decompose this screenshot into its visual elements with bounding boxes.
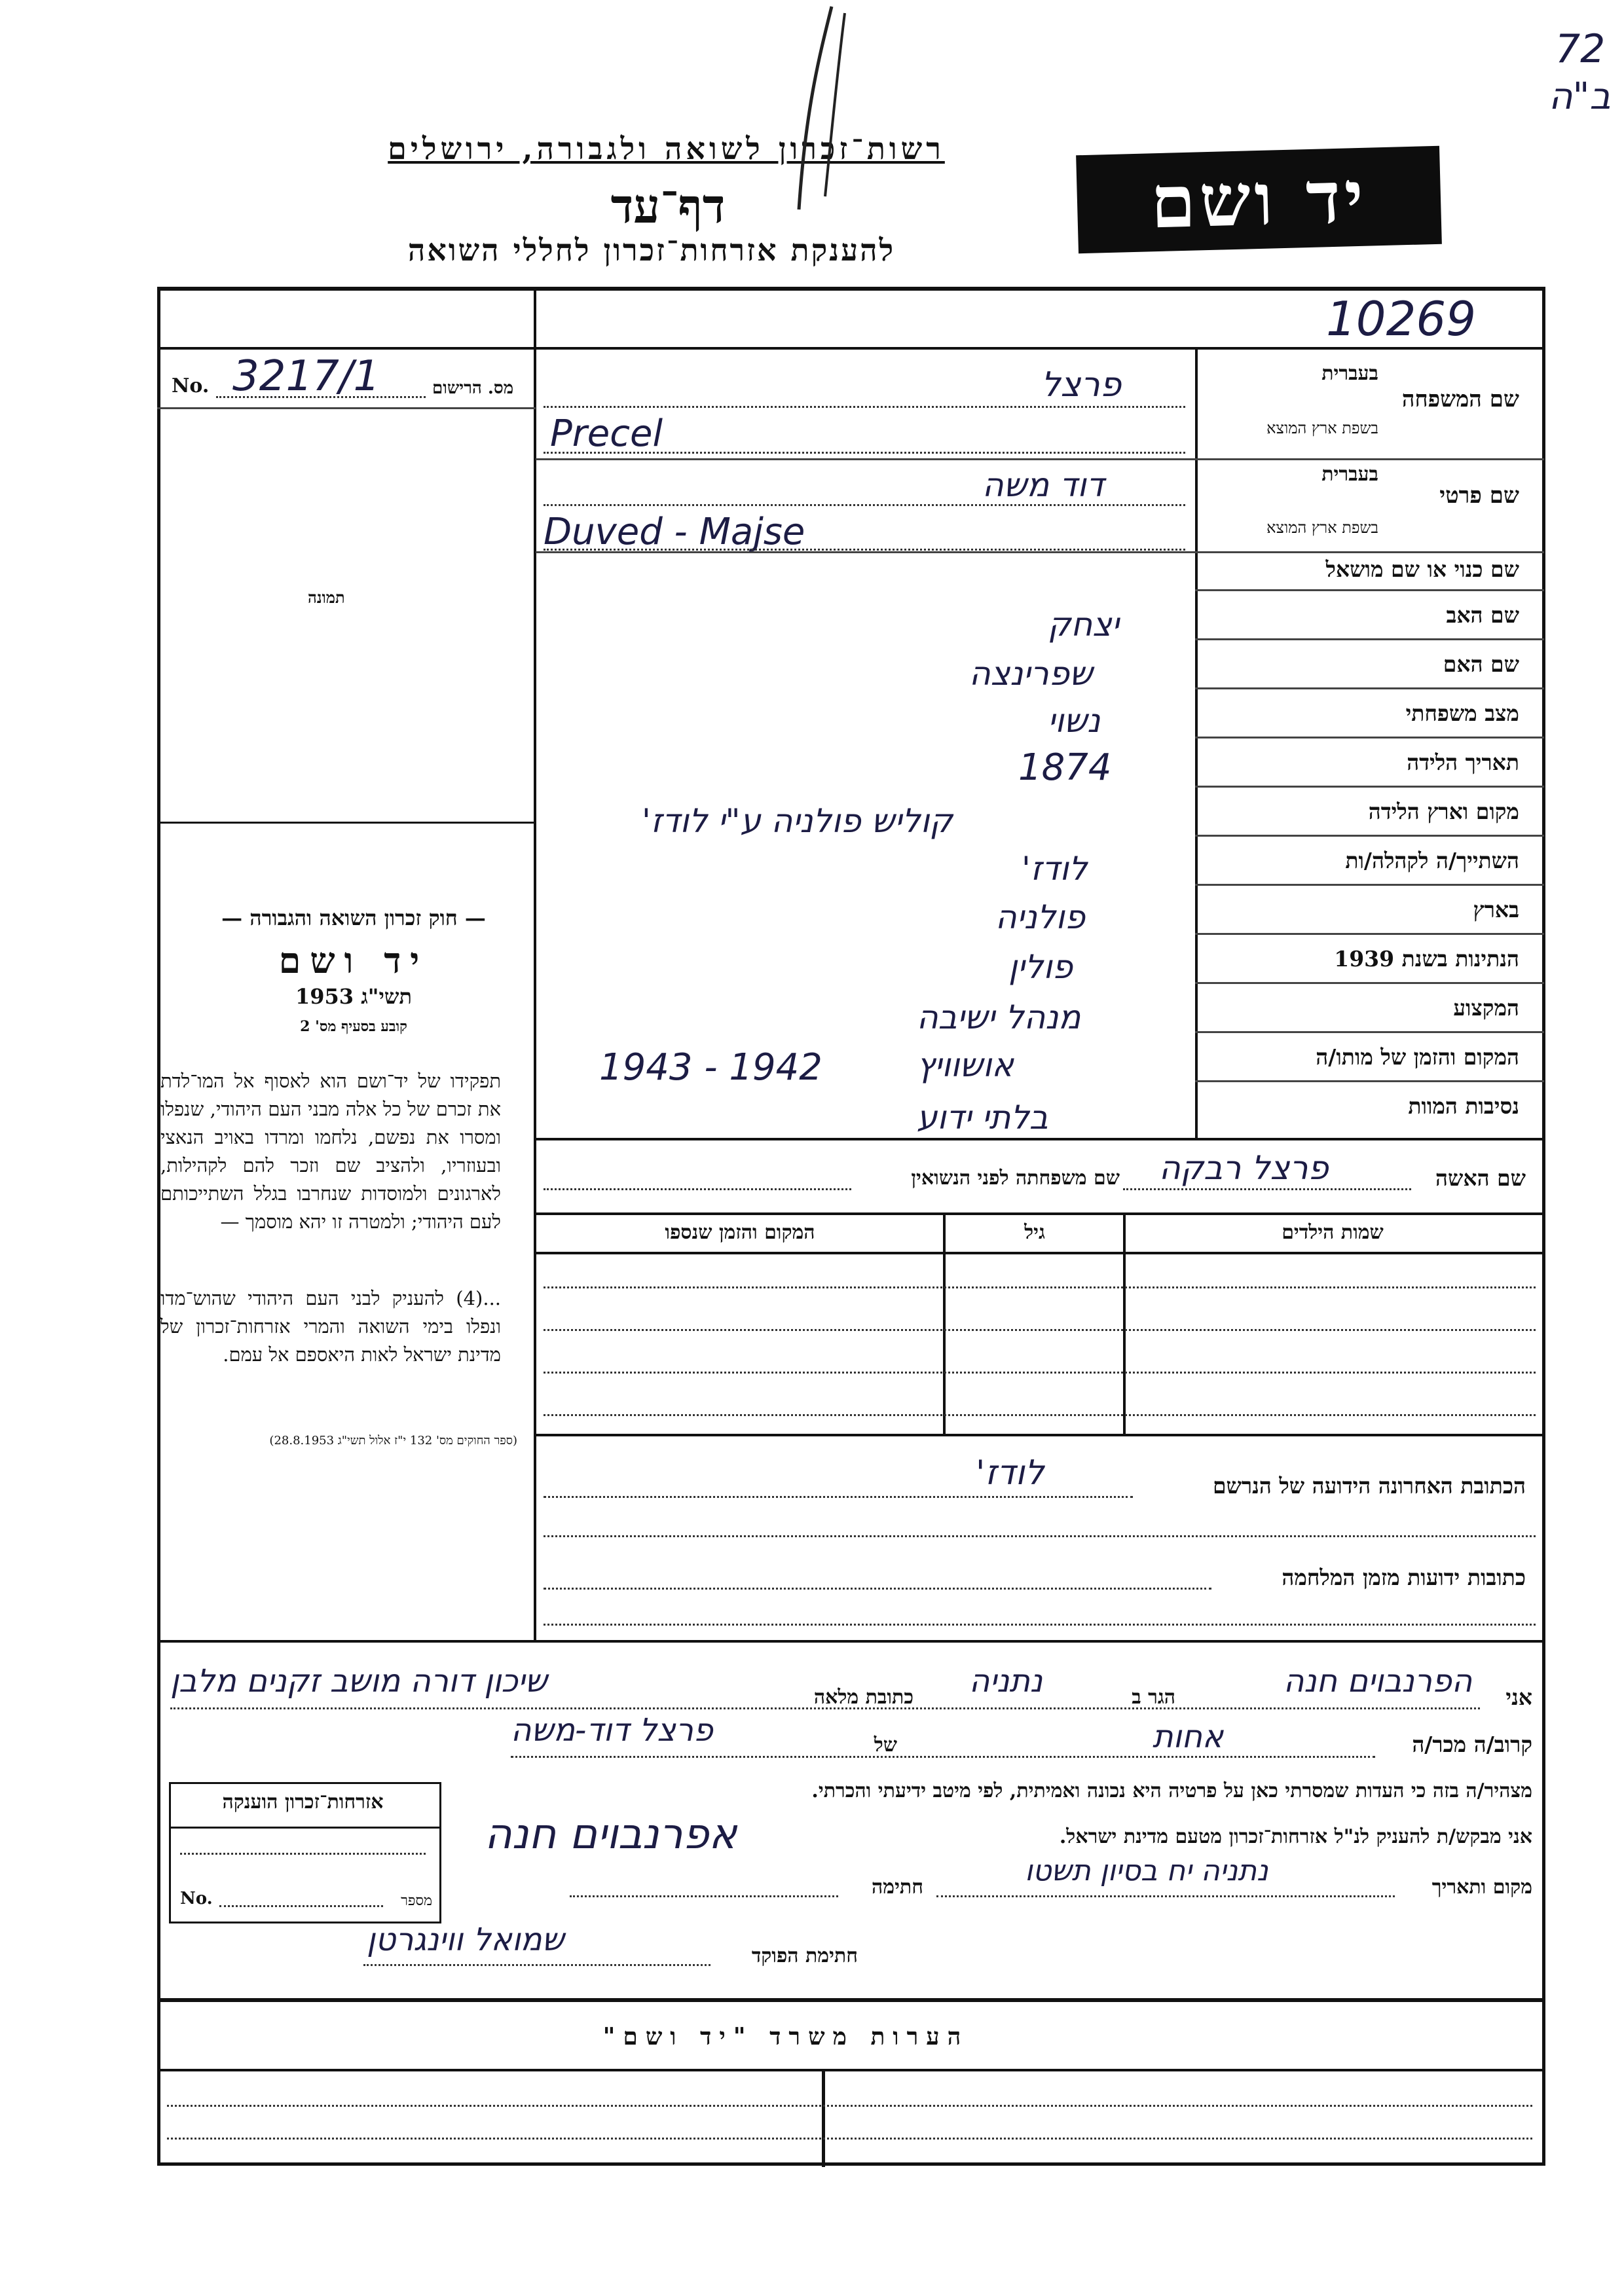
- place-date-value: נתניה יח בסיון תשטו: [1025, 1854, 1268, 1887]
- law-paragraph-2: ...(4) להעניק לבני העם היהודי שהוש־מדו ונפלו בימי השואה והמרי אזרחות־זכרון של מדינת ישראל לאות היאספם אל עמם.: [160, 1287, 501, 1366]
- father-value: יצחק: [1048, 606, 1119, 644]
- office-top-line: [157, 1998, 1545, 2002]
- reg-no-label: No.: [172, 374, 210, 397]
- authority-title: רשות־זכרון לשואה ולגבורה, ירושלים: [388, 131, 945, 166]
- last-address-value: לודז': [976, 1453, 1044, 1493]
- last-address-label: הכתובת האחרונה הידועה של הנרשם: [1212, 1473, 1526, 1499]
- birth-place-label: מקום וארץ הלידה: [1368, 799, 1519, 824]
- reg-label: מס. הרישום: [432, 378, 514, 398]
- declarant-name: הפרנבוים חנה: [1283, 1663, 1473, 1700]
- wife-dots: [1123, 1188, 1411, 1190]
- row-line-family: [536, 458, 1544, 460]
- in-hebrew-label-1: בעברית: [1321, 362, 1378, 385]
- first-name-hebrew: דוד משה: [982, 466, 1105, 504]
- row-line-mother: [1195, 687, 1544, 689]
- law-paragraph-1: תפקידו של יד־ושם הוא לאסוף אל המו־לדת את זכרם של כל אלה מבני העם היהודי, שנפלו ומסרו את נפשם, נלחמו ומרדו באויב הנאצי ובעוזריו, ולהציב שם וזכר להם לקהילות, לארגונים ולמוסדות שנחרבו בגלל השתייכותם לעם היהודי; ולמטרה זו יהא מוסמך —: [160, 1070, 501, 1233]
- law-clause: קובע בסעיף מס' 2: [300, 1018, 407, 1035]
- signature-dots: [570, 1895, 838, 1897]
- address-extra-dots-2: [544, 1624, 1536, 1626]
- birth-date-value: 1874: [1018, 746, 1112, 789]
- cause-label: נסיבות המוות: [1408, 1093, 1519, 1119]
- officer-dots: [363, 1964, 710, 1966]
- father-label: שם האב: [1446, 602, 1519, 628]
- archive-number: 10269: [1326, 291, 1477, 346]
- family-origin-dots: [544, 452, 1185, 454]
- cause-value: בלתי ידוע: [917, 1099, 1048, 1137]
- death-place-value: אושוויץ: [917, 1046, 1014, 1084]
- family-name-hebrew: פרצל: [1041, 365, 1122, 405]
- yad-vashem-logo: יד ושם: [1076, 146, 1442, 253]
- wife-row-line: [536, 1212, 1544, 1215]
- children-header-line: [536, 1252, 1544, 1254]
- country-value: פולניה: [995, 898, 1086, 936]
- children-row-4: [544, 1414, 1536, 1416]
- form-title: דף־עד: [610, 178, 726, 234]
- children-col-1: [943, 1214, 946, 1434]
- living-in-label: הגר ב: [1132, 1686, 1175, 1709]
- citizenship-value: פולין: [1008, 948, 1073, 986]
- maiden-dots: [544, 1188, 851, 1190]
- row-line-father: [1195, 638, 1544, 640]
- relation-label: קרוב/ה מכר/ה: [1412, 1732, 1532, 1757]
- family-name-label: שם המשפחה: [1401, 386, 1519, 412]
- officer-signature: שמואל ווינגרטן: [367, 1922, 564, 1958]
- row-line-birthdate: [1195, 786, 1544, 788]
- relation-dots: [511, 1756, 1375, 1758]
- office-dots-2: [167, 2138, 1532, 2140]
- address-bottom-line: [157, 1640, 1545, 1643]
- row-line-birthplace: [1195, 835, 1544, 837]
- relation-value: אחות: [1153, 1719, 1224, 1755]
- wartime-address-dots: [544, 1588, 1211, 1590]
- label-column-divider: [1195, 347, 1198, 1139]
- frame-bottom: [157, 2162, 1545, 2166]
- row-line-occupation: [1195, 1031, 1544, 1033]
- children-row-3: [544, 1372, 1536, 1374]
- children-col-2: [1123, 1214, 1126, 1434]
- declarant-signature: אפרנבוים חנה: [485, 1810, 737, 1859]
- citizenship-box-no-label: No.: [180, 1889, 213, 1908]
- wartime-address-label: כתובות ידועות מזמן המלחמה: [1282, 1565, 1526, 1590]
- law-name: יד ושם: [278, 939, 429, 981]
- children-bottom-line: [536, 1434, 1544, 1436]
- row-line-citizenship: [1195, 982, 1544, 984]
- frame-top: [157, 287, 1545, 291]
- first-name-origin: Duved - Majse: [544, 511, 805, 553]
- death-years-value: 1943 - 1942: [599, 1046, 822, 1089]
- office-col-divider: [822, 2069, 825, 2167]
- children-row-1: [544, 1286, 1536, 1288]
- family-hebrew-dots: [544, 406, 1185, 408]
- citizenship-box-dots-2: [219, 1905, 383, 1907]
- wife-label: שם האשה: [1435, 1165, 1526, 1191]
- request-text: אני מבקש/ת להעניק לנ"ל אזרחות־זכרון מטעם מדינת ישראל.: [1059, 1825, 1532, 1848]
- address-extra-dots-1: [544, 1535, 1536, 1537]
- place-date-dots: [936, 1895, 1395, 1897]
- in-hebrew-label-2: בעברית: [1321, 463, 1378, 486]
- family-name-origin: Precel: [550, 412, 663, 455]
- declarant-i-label: אני: [1505, 1685, 1532, 1710]
- declarant-line-dots: [170, 1707, 1480, 1709]
- occupation-value: מנהל ישיבה: [917, 998, 1081, 1036]
- death-label: המקום והזמן של מותו/ה: [1316, 1044, 1519, 1070]
- left-panel-divider: [534, 287, 536, 1642]
- declarant-full-address: שיכון דורה מושב זקנים מלבן: [170, 1663, 547, 1700]
- law-citation: (ספר החוקים מס' 132 י"ז אלול תשי"ג 28.8.1953): [269, 1434, 517, 1448]
- office-dots-1: [167, 2105, 1532, 2107]
- citizenship-box-title: אזרחות־זכרון הוענקה: [222, 1791, 384, 1813]
- first-name-label: שם פרטי: [1439, 483, 1519, 509]
- wife-value: פרצל רבקה: [1159, 1149, 1329, 1187]
- row-line-death: [1195, 1080, 1544, 1082]
- first-origin-dots: [544, 549, 1185, 551]
- community-label: השתייך/ה לקהלה/ות: [1345, 848, 1519, 873]
- in-origin-label-2: בשפת ארץ המוצא: [1266, 519, 1378, 537]
- citizenship-box-divider: [169, 1827, 439, 1829]
- pen-scribble: [760, 0, 864, 223]
- corner-number: 72: [1555, 26, 1606, 72]
- of-label: של: [874, 1734, 897, 1757]
- declarant-city: נתניה: [969, 1663, 1043, 1700]
- last-address-dots: [544, 1496, 1133, 1498]
- row-line-community: [1195, 884, 1544, 886]
- frame-right: [1542, 287, 1545, 2166]
- photo-bottom-line: [157, 822, 536, 824]
- row-line-cause: [536, 1138, 1544, 1140]
- office-title-line: [157, 2069, 1545, 2071]
- row-line-country: [1195, 933, 1544, 935]
- birth-place-value: קוליש פולניה ע"י לודז': [642, 802, 953, 840]
- place-date-label: מקום ותאריך: [1431, 1876, 1532, 1899]
- mother-label: שם האם: [1443, 651, 1519, 677]
- of-whom-value: פרצל דוד-משה: [511, 1712, 713, 1749]
- reg-dots: [216, 396, 426, 398]
- citizenship-label: הנתינות בשנת 1939: [1334, 946, 1519, 972]
- declare-text: מצהיר/ה בזה כי העדות שמסרתי כאן על פרטיה היא נכונה ואמיתית, לפי מיטב ידיעתי והכרתי.: [811, 1779, 1532, 1802]
- photo-label: תמונה: [308, 588, 345, 607]
- children-row-2: [544, 1329, 1536, 1331]
- children-header-place: המקום והזמן שנספו: [665, 1221, 815, 1244]
- children-header-names: שמות הילדים: [1282, 1221, 1384, 1244]
- office-notes-title: הערות משרד "יד ושם": [602, 2023, 969, 2050]
- corner-letters: ב"ה: [1549, 75, 1611, 118]
- citizenship-box-dots-1: [180, 1853, 426, 1855]
- row-line-marital: [1195, 737, 1544, 738]
- reg-row-line: [157, 407, 536, 409]
- citizenship-box-number-label: מספר: [401, 1893, 432, 1909]
- top-row-line: [157, 347, 1545, 350]
- nickname-label: שם כנוי או שם מושאל: [1325, 556, 1519, 582]
- mother-value: שפרינצה: [969, 655, 1093, 693]
- reg-number: 3217/1: [232, 352, 380, 401]
- form-subtitle: להענקת אזרחות־זכרון לחללי השואה: [407, 232, 896, 268]
- law-title: — חוק זכרון השואה והגבורה —: [221, 905, 486, 930]
- maiden-label: שם משפחתה לפני הנשואין: [911, 1167, 1120, 1190]
- marital-label: מצב משפחתי: [1405, 701, 1519, 726]
- officer-label: חתימת הפוקד: [751, 1944, 858, 1967]
- children-header-age: גיל: [1024, 1221, 1045, 1244]
- first-hebrew-dots: [544, 504, 1185, 506]
- birth-date-label: תאריך הלידה: [1407, 750, 1519, 775]
- law-year: תשי"ג 1953: [295, 984, 412, 1009]
- country-label: בארץ: [1473, 897, 1519, 922]
- full-address-label: כתובת מלאה: [813, 1686, 913, 1709]
- occupation-label: המקצוע: [1453, 995, 1519, 1021]
- marital-value: נשוי: [1048, 702, 1101, 740]
- signature-label: חתימה: [872, 1876, 923, 1899]
- in-origin-label-1: בשפת ארץ המוצא: [1266, 419, 1378, 437]
- row-line-nick: [1195, 589, 1544, 591]
- community-value: לודז': [1022, 850, 1088, 888]
